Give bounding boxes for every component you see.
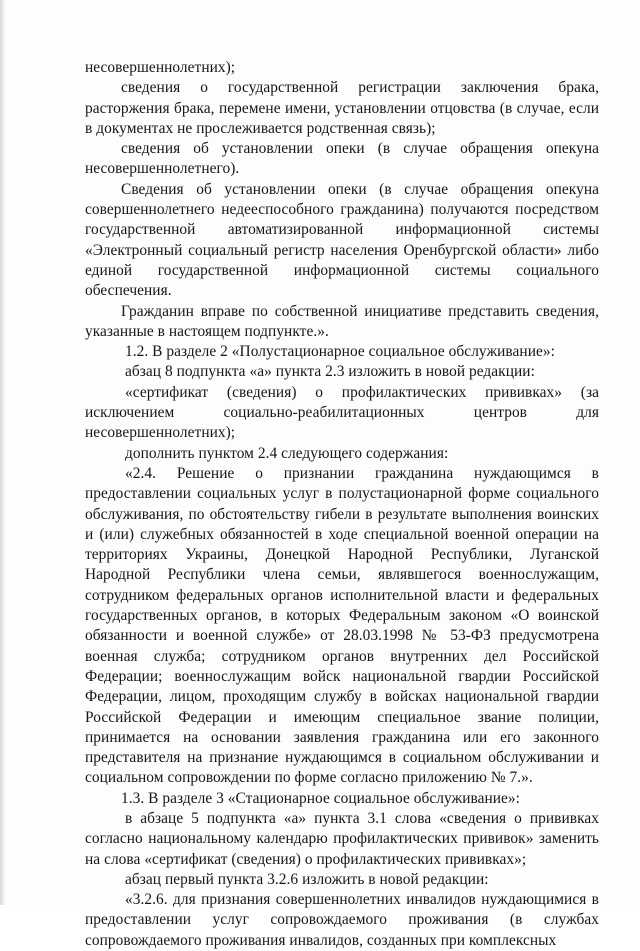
paragraph-4: Сведения об установлении опеки (в случае обращения опекуна совершеннолетнего недееспособного гражданина) получаются посредством государственной автоматизированной информационной системы «Электронный социальный регистр населения Оренбургской области» либо единой государственной информационной системы социального обеспечения. <box>85 180 599 300</box>
section-1-2-heading: 1.2. В разделе 2 «Полустационарное социальное обслуживание»: <box>125 343 555 361</box>
paragraph-2: сведения о государственной регистрации заключения брака, расторжения брака, перемене имени, установлении отцовства (в случае, если в документах не прослеживается родственная связь); <box>85 79 599 137</box>
paragraph-1: несовершеннолетних); <box>85 59 236 76</box>
paragraph-3: сведения об установлении опеки (в случае обращения опекуна несовершеннолетнего). <box>85 140 599 178</box>
paragraph-7: абзац 8 подпункта «а» пункта 2.3 изложить в новой редакции: <box>125 363 535 381</box>
paragraph-10: «2.4. Решение о признании гражданина нуждающимся в предоставлении социальных услуг в полустационарной форме социального обслуживания, по обстоятельству гибели в результате выполнения воинских и (или) служебных обязанностей в ходе специальной военной операции на территориях Украины, Донецкой Народной Республики, Луганской Народной Республики члена семьи, являвшегося военнослужащим, сотрудником федеральных органов исполнительной власти и федеральных государственных органов, в которых Федеральным законом «О воинской обязанности и военной службе» от 28.03.1998 № 53-ФЗ предусмотрена военная служба; сотрудником органов внутренних дел Российской Федерации; военнослужащим войск национальной гвардии Российской Федерации, лицом, проходящим службу в войсках национальной гвардии Российской Федерации и имеющим специальное звание полиции, принимается на основании заявления гражданина или его законного представителя на признание нуждающимся в социальном обслуживании и социальном сопровождении по форме согласно приложению № 7.». <box>85 464 599 787</box>
paragraph-9: дополнить пунктом 2.4 следующего содержания: <box>125 444 449 462</box>
paragraph-13: абзац первый пункта 3.2.6 изложить в новой редакции: <box>125 870 489 888</box>
paragraph-14: «3.2.6. для признания совершеннолетних инвалидов нуждающимися в предоставлении услуг сопровождаемого проживания (в службах сопровождаемого проживания инвалидов, созданных при комплексных <box>85 891 599 949</box>
paragraph-8: «сертификат (сведения) о профилактических прививках» (за исключением социально-реабилитационных центров для несовершеннолетних); <box>85 383 599 442</box>
scan-edge-shadow <box>0 0 6 905</box>
document-body <box>85 58 599 951</box>
paragraph-5: Гражданин вправе по собственной инициативе представить сведения, указанные в настоящем подпункте.». <box>85 302 599 340</box>
section-1-3-heading: 1.3. В разделе 3 «Стационарное социальное обслуживание»: <box>121 789 521 807</box>
paragraph-12: в абзаце 5 подпункта «а» пункта 3.1 слова «сведения о прививках согласно национальному календарю профилактических прививок» заменить на слова «сертификат (сведения) о профилактических прививках»; <box>85 809 599 868</box>
